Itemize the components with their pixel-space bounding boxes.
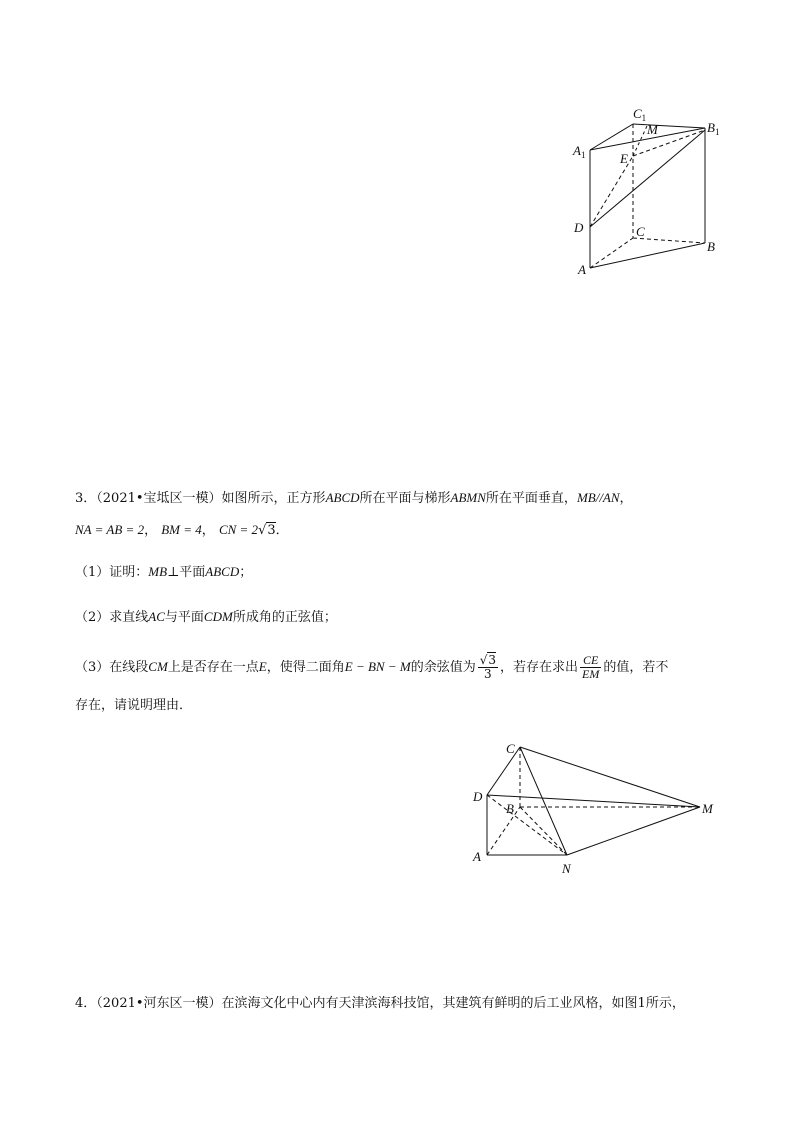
stem-text: 如图所示，正方形 xyxy=(221,491,326,506)
problem-text: 在滨海文化中心内有天津滨海科技馆，其建筑有鲜明的后工业风格，如图1所示， xyxy=(221,996,685,1011)
math-mb: MB xyxy=(148,564,168,579)
part-text: 存在，请说明理由． xyxy=(75,698,193,713)
trapezoid-figure xyxy=(465,735,730,885)
sqrt-radicand: 3 xyxy=(488,653,497,667)
math-dihedral-angle: E − BN − M xyxy=(344,659,411,674)
label-c: C xyxy=(636,224,645,239)
label-a1: $A_1$ xyxy=(573,143,586,160)
math-mb-parallel-an: MB//AN xyxy=(576,490,620,505)
fraction-denominator: 3 xyxy=(484,667,492,681)
sqrt-sign: √ xyxy=(479,653,488,667)
math-condition-cn: CN = 2 xyxy=(218,522,259,537)
problem3-part3 xyxy=(75,652,668,683)
edge-b-n xyxy=(520,807,567,855)
part-text: 与平面 xyxy=(164,610,204,625)
part-text: ； xyxy=(239,565,253,580)
part-text: ⊥平面 xyxy=(167,565,206,580)
math-abmn: ABMN xyxy=(450,490,486,505)
separator: ， xyxy=(144,523,158,538)
part-text: ，若存在求出 xyxy=(500,660,579,675)
math-e: E xyxy=(258,659,267,674)
label-c1: $C_1$ xyxy=(633,106,647,123)
edge-n-m xyxy=(567,807,700,855)
label-d: D xyxy=(473,789,483,804)
math-cdm: CDM xyxy=(203,609,233,624)
part-text: 的值，若不 xyxy=(603,660,669,675)
part-text: ，使得二面角 xyxy=(266,660,345,675)
sqrt-sign: √ xyxy=(258,523,267,538)
problem-number: 3． xyxy=(75,491,97,506)
part-text: 上是否存在一点 xyxy=(167,660,259,675)
fraction-numerator: CE xyxy=(580,654,601,668)
label-a: A xyxy=(578,262,586,277)
edge-c1-b1 xyxy=(633,124,705,128)
label-b: B xyxy=(707,239,715,254)
part-text: 的余弦值为 xyxy=(410,660,476,675)
fraction-sqrt3-over-3 xyxy=(478,654,498,681)
label-n: N xyxy=(562,861,571,876)
label-m: M xyxy=(647,122,658,137)
label-d: D xyxy=(574,220,584,235)
problem3-line1 xyxy=(75,489,633,508)
edge-d-c xyxy=(487,747,520,795)
problem4-line1 xyxy=(75,995,685,1013)
math-abcd: ABCD xyxy=(325,490,360,505)
part-text: （3）在线段 xyxy=(75,660,149,675)
problem-source: （2021•河东区一模） xyxy=(96,996,222,1011)
fraction-numerator xyxy=(478,654,498,668)
problem3-line2 xyxy=(75,521,289,540)
prism-diagram xyxy=(565,100,735,280)
fraction-ce-over-em xyxy=(580,654,601,681)
separator: ， xyxy=(201,523,215,538)
label-b: B xyxy=(506,801,514,816)
prism-figure xyxy=(565,100,735,280)
problem-source: （2021•宝坻区一模） xyxy=(96,491,222,506)
stem-text: 所在平面垂直， xyxy=(485,491,577,506)
label-c: C xyxy=(506,741,515,756)
fraction-denominator: EM xyxy=(582,667,600,681)
part-text: 所成角的正弦值； xyxy=(232,610,337,625)
edge-c-n xyxy=(520,747,567,855)
math-condition-bm: BM = 4 xyxy=(161,522,202,537)
label-a: A xyxy=(473,849,481,864)
label-e: E xyxy=(620,151,628,166)
part-text: （2）求直线 xyxy=(75,610,149,625)
period: ． xyxy=(275,523,289,538)
edge-a-b xyxy=(487,807,520,855)
problem3-part3-cont xyxy=(75,697,192,715)
problem3-part2 xyxy=(75,608,337,627)
math-cm: CM xyxy=(148,659,168,674)
problem3-part1 xyxy=(75,563,252,582)
sqrt-radicand: 3 xyxy=(267,523,276,538)
math-ac: AC xyxy=(148,609,165,624)
trapezoid-diagram xyxy=(465,735,730,885)
label-b1: $B_1$ xyxy=(707,120,720,137)
math-condition-na-ab: NA = AB = 2 xyxy=(75,522,145,537)
problem-number: 4． xyxy=(75,996,97,1011)
edge-d-n xyxy=(487,795,567,855)
label-m: M xyxy=(702,801,713,816)
math-abcd: ABCD xyxy=(205,564,240,579)
segment-d-e xyxy=(590,156,633,227)
part-text: （1）证明： xyxy=(75,565,149,580)
stem-text: 所在平面与梯形 xyxy=(359,491,451,506)
segment-d-b1 xyxy=(590,130,705,227)
stem-text: ， xyxy=(619,491,633,506)
